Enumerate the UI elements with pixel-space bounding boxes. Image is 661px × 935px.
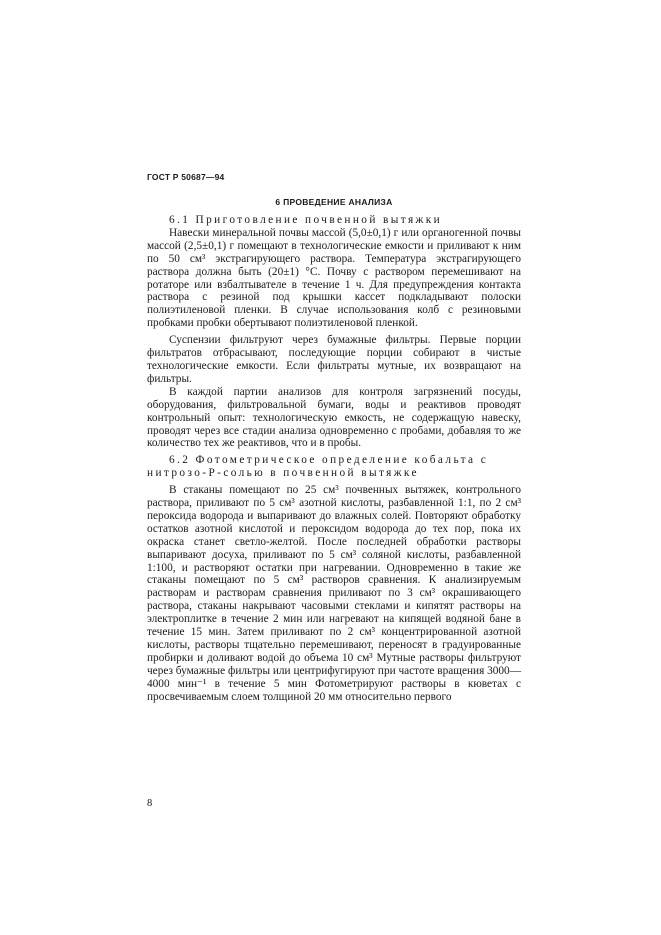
paragraph-control-test: В каждой партии анализов для контроля загрязнений посуды, оборудования, фильтровальной бумаги, воды и реактивов проводят контрольный опыт: технологическую емкость, не содержащую навеску, проводят через все стадии анализа одновременно с пробами, добавляя то же количество тех же реактивов, что и в пробы.	[147, 385, 521, 450]
paragraph-photometric-procedure: В стаканы помещают по 25 см³ почвенных вытяжек, контрольного раствора, приливают по 5 см³ азотной кислоты, разбавленной 1:1, по 2 см³ пероксида водорода и выпаривают до влажных солей. Повторяют обработку остатков азотной кислотой и пероксидом водорода до тех пор, пока их окраска станет светло-желтой. После последней обработки растворы выпаривают досуха, приливают по 5 см³ соляной кислоты, разбавленной 1:100, и растворяют остатки при нагревании. Одновременно в такие же стаканы помещают по 5 см³ растворов сравнения. К анализируемым растворам и растворам сравнения приливают по 3 см³ окрашивающего раствора, стаканы накрывают часовыми стеклами и кипятят растворы на электроплитке в течение 2 мин или нагревают на кипящей водяной бане в течение 15 мин. Затем приливают по 2 см³ концентрированной азотной кислоты, растворы тщательно перемешивают, переносят в градуированные пробирки и доливают водой до объема 10 см³ Мутные растворы фильтруют через бумажные фильтры или центрифугируют при частоте вращения 3000—4000 мин⁻¹ в течение 5 мин Фотометрируют растворы в кюветах с просвечиваемым слоем толщиной 20 мм относительно первого	[147, 484, 521, 703]
paragraph-filtration: Суспензии фильтруют через бумажные фильтры. Первые порции фильтратов отбрасывают, последующие порции собирают в чистые технологические емкости. Если фильтраты мутные, их возвращают на фильтры.	[147, 334, 521, 385]
subsection-2-title-line-2: нитрозо-Р-солью в почвенной вытяжке	[147, 467, 419, 480]
subsection-1-title: 6.1 Приготовление почвенной вытяжки	[169, 214, 443, 226]
paragraph-sample-weighing: Навески минеральной почвы массой (5,0±0,1) г или органогенной почвы массой (2,5±0,1) г помещают в технологические емкости и приливают к ним по 50 см³ экстрагирующего раствора. Температура экстрагирующего раствора должна быть (20±1) °С. Почву с раствором перемешивают на ротаторе или взбалтывателе в течение 1 ч. Для предупреждения контакта раствора с резиной под крышки кассет подкладывают полоски полиэтиленовой пленки. В случае использования колб с резиновыми пробками пробки обертывают полиэтиленовой пленкой.	[147, 226, 521, 330]
page-number: 8	[147, 798, 153, 809]
section-title: 6 ПРОВЕДЕНИЕ АНАЛИЗА	[275, 197, 393, 207]
subsection-2-title-line-1: 6.2 Фотометрическое определение кобальта с	[169, 454, 489, 467]
document-header: ГОСТ Р 50687—94	[147, 172, 225, 182]
document-body	[147, 214, 521, 704]
